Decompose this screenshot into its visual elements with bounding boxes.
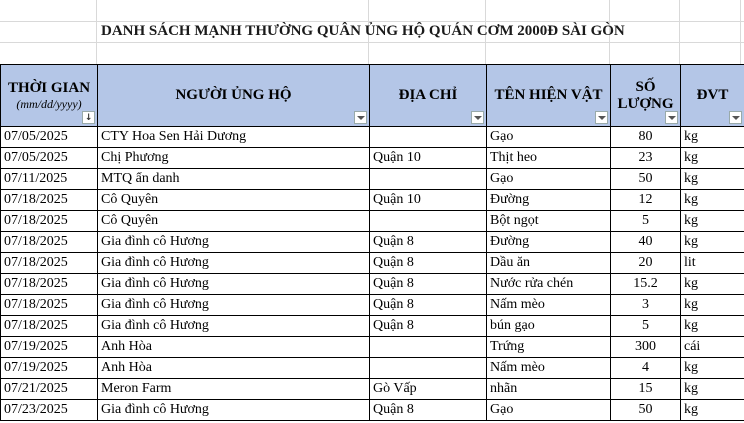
cell-unit[interactable]: kg: [681, 211, 744, 232]
cell-donor[interactable]: Gia đình cô Hương: [98, 295, 370, 316]
cell-donor[interactable]: Meron Farm: [98, 379, 370, 400]
cell-donor[interactable]: Cô Quyên: [98, 190, 370, 211]
cell-date[interactable]: 07/18/2025: [1, 211, 98, 232]
cell-unit[interactable]: kg: [681, 148, 744, 169]
cell-donor[interactable]: Cô Quyên: [98, 211, 370, 232]
header-row: [1, 65, 744, 127]
table-row: [1, 190, 744, 211]
cell-address[interactable]: Quận 8: [370, 316, 487, 337]
filter-dropdown-icon[interactable]: [665, 111, 678, 124]
cell-address[interactable]: [370, 211, 487, 232]
cell-date[interactable]: 07/11/2025: [1, 169, 98, 190]
cell-item[interactable]: Đường: [487, 232, 611, 253]
cell-item[interactable]: Nước rửa chén: [487, 274, 611, 295]
cell-item[interactable]: Gạo: [487, 400, 611, 421]
cell-qty[interactable]: 50: [611, 169, 681, 190]
cell-address[interactable]: [370, 127, 487, 148]
cell-unit[interactable]: kg: [681, 316, 744, 337]
header-time-format: (mm/dd/yyyy): [16, 96, 82, 111]
cell-address[interactable]: [370, 169, 487, 190]
cell-item[interactable]: Nấm mèo: [487, 358, 611, 379]
cell-unit[interactable]: kg: [681, 190, 744, 211]
cell-qty[interactable]: 3: [611, 295, 681, 316]
cell-qty[interactable]: 5: [611, 316, 681, 337]
cell-qty[interactable]: 15: [611, 379, 681, 400]
header-time[interactable]: [1, 65, 98, 127]
table-row: [1, 169, 744, 190]
cell-donor[interactable]: Chị Phương: [98, 148, 370, 169]
cell-qty[interactable]: 15.2: [611, 274, 681, 295]
cell-donor[interactable]: Anh Hòa: [98, 337, 370, 358]
header-address[interactable]: [370, 65, 487, 127]
cell-unit[interactable]: kg: [681, 400, 744, 421]
cell-address[interactable]: Quận 8: [370, 274, 487, 295]
header-item-label: TÊN HIỆN VẬT: [494, 87, 603, 103]
cell-date[interactable]: 07/18/2025: [1, 190, 98, 211]
title-row: [0, 0, 744, 64]
cell-address[interactable]: Quận 10: [370, 148, 487, 169]
table-row: [1, 316, 744, 337]
header-unit-label: ĐVT: [696, 87, 729, 103]
cell-donor[interactable]: Anh Hòa: [98, 358, 370, 379]
cell-item[interactable]: Gạo: [487, 169, 611, 190]
cell-address[interactable]: Quận 8: [370, 253, 487, 274]
cell-date[interactable]: 07/18/2025: [1, 274, 98, 295]
cell-date[interactable]: 07/18/2025: [1, 232, 98, 253]
table-row: [1, 295, 744, 316]
cell-date[interactable]: 07/19/2025: [1, 358, 98, 379]
cell-address[interactable]: Quận 8: [370, 400, 487, 421]
cell-date[interactable]: 07/18/2025: [1, 316, 98, 337]
table-body: [1, 127, 744, 421]
cell-unit[interactable]: kg: [681, 358, 744, 379]
sheet-title[interactable]: DANH SÁCH MẠNH THƯỜNG QUÂN ỦNG HỘ QUÁN CƠM 2000Đ SÀI GÒN: [101, 23, 625, 39]
cell-unit[interactable]: kg: [681, 379, 744, 400]
table-row: [1, 274, 744, 295]
table-row: [1, 211, 744, 232]
cell-donor[interactable]: Gia đình cô Hương: [98, 400, 370, 421]
header-donor-label: NGƯỜI ỦNG HỘ: [175, 87, 292, 103]
cell-date[interactable]: 07/05/2025: [1, 148, 98, 169]
cell-item[interactable]: bún gạo: [487, 316, 611, 337]
cell-date[interactable]: 07/18/2025: [1, 295, 98, 316]
cell-item[interactable]: nhãn: [487, 379, 611, 400]
header-time-label: THỜI GIAN: [7, 79, 91, 96]
header-address-label: ĐỊA CHỈ: [398, 87, 458, 103]
cell-address[interactable]: [370, 337, 487, 358]
cell-item[interactable]: Thịt heo: [487, 148, 611, 169]
cell-qty[interactable]: 80: [611, 127, 681, 148]
filter-dropdown-icon[interactable]: [729, 111, 742, 124]
cell-unit[interactable]: lit: [681, 253, 744, 274]
cell-item[interactable]: Trứng: [487, 337, 611, 358]
cell-qty[interactable]: 50: [611, 400, 681, 421]
cell-qty[interactable]: 23: [611, 148, 681, 169]
cell-item[interactable]: Nấm mèo: [487, 295, 611, 316]
cell-qty[interactable]: 4: [611, 358, 681, 379]
sort-filter-icon[interactable]: [82, 111, 95, 124]
header-item[interactable]: [487, 65, 611, 127]
cell-qty[interactable]: 40: [611, 232, 681, 253]
cell-donor[interactable]: MTQ ẩn danh: [98, 169, 370, 190]
cell-unit[interactable]: kg: [681, 127, 744, 148]
cell-address[interactable]: [370, 358, 487, 379]
cell-donor[interactable]: Gia đình cô Hương: [98, 253, 370, 274]
donation-table: [0, 64, 744, 421]
cell-address[interactable]: Quận 8: [370, 232, 487, 253]
table-row: [1, 358, 744, 379]
filter-dropdown-icon[interactable]: [471, 111, 484, 124]
header-qty[interactable]: [611, 65, 681, 127]
cell-item[interactable]: Đường: [487, 190, 611, 211]
cell-donor[interactable]: Gia đình cô Hương: [98, 274, 370, 295]
cell-qty[interactable]: 12: [611, 190, 681, 211]
cell-donor[interactable]: Gia đình cô Hương: [98, 316, 370, 337]
cell-item[interactable]: Bột ngọt: [487, 211, 611, 232]
cell-date[interactable]: 07/19/2025: [1, 337, 98, 358]
cell-qty[interactable]: 20: [611, 253, 681, 274]
header-unit[interactable]: [681, 65, 744, 127]
cell-unit[interactable]: kg: [681, 274, 744, 295]
cell-donor[interactable]: CTY Hoa Sen Hải Dương: [98, 127, 370, 148]
table-row: [1, 253, 744, 274]
cell-item[interactable]: Dầu ăn: [487, 253, 611, 274]
table-row: [1, 232, 744, 253]
table-row: [1, 337, 744, 358]
cell-unit[interactable]: kg: [681, 232, 744, 253]
table-row: [1, 400, 744, 421]
cell-address[interactable]: Quận 8: [370, 295, 487, 316]
filter-dropdown-icon[interactable]: [354, 111, 367, 124]
cell-date[interactable]: 07/05/2025: [1, 127, 98, 148]
cell-address[interactable]: Gò Vấp: [370, 379, 487, 400]
header-donor[interactable]: [98, 65, 370, 127]
cell-date[interactable]: 07/23/2025: [1, 400, 98, 421]
header-qty-line2: LƯỢNG: [617, 95, 674, 112]
header-qty-line1: SỐ: [635, 78, 656, 95]
cell-date[interactable]: 07/21/2025: [1, 379, 98, 400]
filter-dropdown-icon[interactable]: [595, 111, 608, 124]
cell-donor[interactable]: Gia đình cô Hương: [98, 232, 370, 253]
cell-unit[interactable]: kg: [681, 295, 744, 316]
cell-date[interactable]: 07/18/2025: [1, 253, 98, 274]
table-row: [1, 148, 744, 169]
cell-item[interactable]: Gạo: [487, 127, 611, 148]
table-row: [1, 379, 744, 400]
table-row: [1, 127, 744, 148]
cell-qty[interactable]: 300: [611, 337, 681, 358]
cell-address[interactable]: Quận 10: [370, 190, 487, 211]
cell-unit[interactable]: cái: [681, 337, 744, 358]
cell-unit[interactable]: kg: [681, 169, 744, 190]
cell-qty[interactable]: 5: [611, 211, 681, 232]
